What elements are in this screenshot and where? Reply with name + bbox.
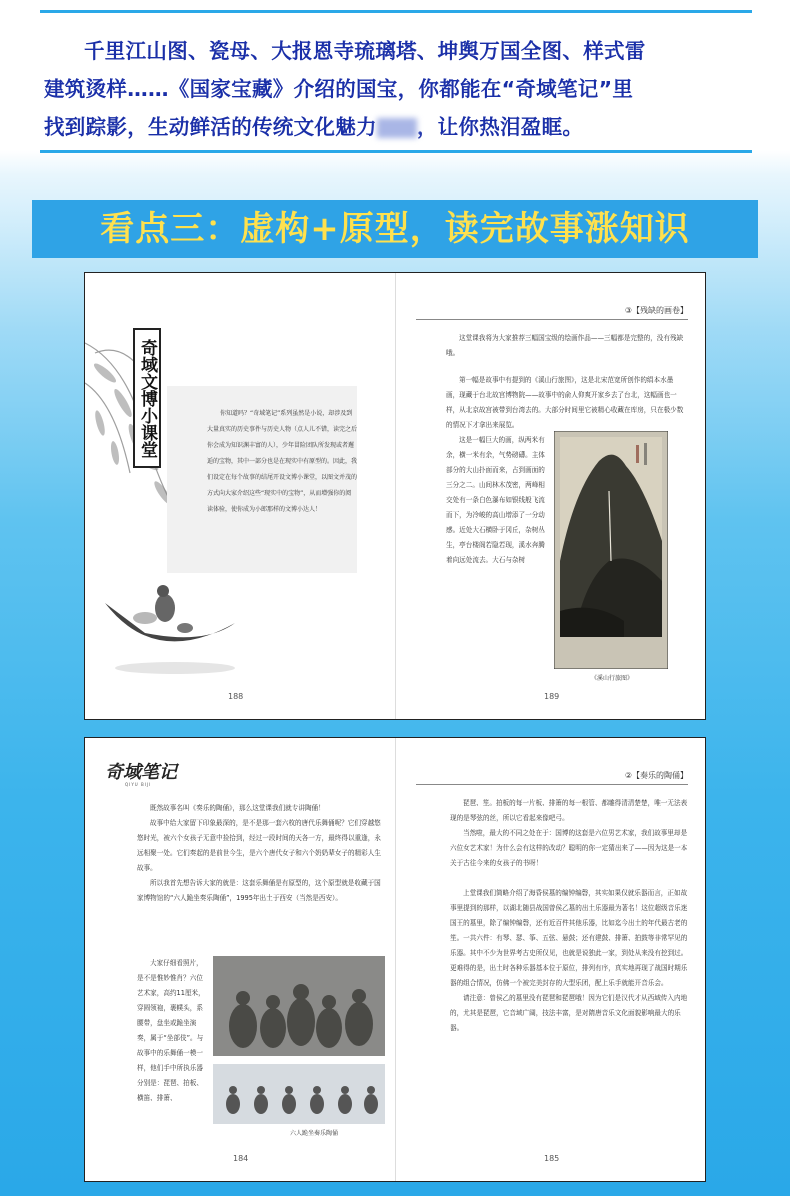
boat-illustration [105, 585, 235, 674]
spread2-left-page [85, 738, 395, 1181]
page-number: 189 [544, 692, 560, 701]
intro-line-3: 找到踪影，生动鲜活的传统文化魅力 [44, 115, 377, 139]
page-number: 184 [233, 1154, 249, 1163]
series-logo: 奇域笔记 [105, 762, 177, 783]
chapter-header: ③【残缺的画卷】 [624, 306, 688, 315]
book-spread-2 [84, 737, 706, 1182]
page-number: 188 [228, 692, 244, 701]
header-rule [416, 319, 688, 320]
lesson-intro-text: 你知道吗？“奇域笔记”系列虽然是小说，却涉及到大量真实的历史事件与历史人物（点人儿不错，读完之后你会成为知识渊丰富的人），少年冒险团队所发现或者邂逅的宝物，其中一部分也是在现实中有原型的。因此，我们设定在每个故事的结尾开设文博小课堂，以图文并茂的方式向大家介绍这些“现实中的宝物”，从而增强你的阅读体验，使你成为小郎那样的文博小达人！ [207, 410, 358, 513]
photo-caption: 六人跪坐奏乐陶俑 [290, 1130, 339, 1137]
intro-line-1: 千里江山图、瓷母、大报恩寺琉璃塔、坤舆万国全图、样式雷 [84, 39, 646, 63]
top-divider [40, 10, 752, 13]
body-text-2: 大家仔细看照片，是不是惟妙惟肖？六位艺术家，高约11厘米，穿圆领袍，裹幞头，系腰带，盘坐或跪坐演奏，属于“坐部伎”。与故事中的乐舞俑一模一样，他们手中所执乐器分别是：琵琶、拍板、横笛、排箫、 [137, 959, 205, 1102]
intro-text: 这堂课我将为大家推荐三幅国宝级的绘画作品——三幅都是完整的，没有残缺哦。 [446, 334, 684, 357]
blurred-text [377, 118, 417, 138]
intro-paragraph [44, 32, 750, 146]
body-text-2: 这是一幅巨大的画，纵两米有余，横一米有余，气势磅礴。主体部分的大山扑面而来，占到画面的三分之二。山间林木茂密，两峰相交处有一条白色瀑布如银线般飞流而下，为冷峻的高山增添了一分动感。近处大石横卧于冈丘，杂树丛生，亭台楼阁若隐若现，溪水奔腾着向远处流去。大石与杂树 [446, 436, 545, 564]
painting-caption: 《溪山行旅图》 [591, 675, 634, 682]
intro-line-2: 建筑烫样……《国家宝藏》介绍的国宝，你都能在“奇域笔记”里 [44, 77, 634, 101]
series-logo-subtitle: QIYU BIJI [125, 782, 152, 787]
lesson-vertical-title: 奇域文博小课堂 [133, 328, 161, 468]
intro-divider [40, 150, 752, 153]
spread1-left-page [85, 273, 395, 719]
header-rule [416, 784, 688, 785]
spread1-right-page [396, 273, 706, 719]
book-spread-1 [84, 272, 706, 720]
figurines-photo [213, 956, 385, 1136]
section-banner [32, 200, 758, 258]
page-number: 185 [544, 1154, 560, 1163]
body-text: 琵琶、笙。拍板的每一片板、排箫的每一根管、都雕得清清楚楚，唯一无法表现的是琴弦的丝，所以它看起来像吧弓。 当然啦，最大的不同之处在于：国博的这套是六位男艺术家，我们故事里却是六位女艺术家！为什么会有这样的改动？聪明的你一定猜出来了——因为这是一本关于古往今来的女孩子的书呀！ 上堂课我们简略介绍了海昏侯墓的编钟编磬，其实如果仅就乐器而言，正如故事里提到的那样，以湖北随县战国曾侯乙墓的出土乐器最为著名！这位超级音乐迷国王的墓里，除了编钟编磬，还有近百件其他乐器，比如迄今出土的年代最古老的笙。一共六件：有琴、瑟、筝、五弦、悬鼓；还有建鼓、排箫、拍鼓等非常罕见的乐器。其中不少为世界考古史所仅见，也就是说独此一家，到处从来没有挖到过。更难得的是，出土时各种乐器基本位于原位，排列有序，真实地再现了战国时期乐器的组合情况，仿佛一个被完美封存的大型乐团，配上乐手就能开音乐会。 请注意：曾侯乙的墓里没有琵琶和琵琶哦！因为它们是汉代才从西域传入内地的，尤其是琵琶，它音域广阔，技法丰富，是对隋唐音乐文化面貌影响最大的乐器。 [450, 799, 688, 1032]
chapter-header: ②【奏乐的陶俑】 [624, 771, 688, 780]
body-text-1: 第一幅是故事中有提到的《溪山行旅图》，这是北宋范宽所创作的绢本水墨画，现藏于台北故宫博物院——故事中的俞人仰爽开家乡去了台北，这幅画也一样，从北京故宫被带到台湾去的。大部分时间里它被精心收藏在库房，只在极少数的情况下才拿出来展览。 [446, 376, 684, 429]
spread2-right-page [396, 738, 706, 1181]
banner-title: 看点三：虚构+原型，读完故事涨知识 [100, 209, 690, 249]
landscape-painting [554, 431, 668, 669]
intro-line-3-end: ，让你热泪盈眶。 [416, 115, 584, 139]
body-text-1: 既然故事名叫《奏乐的陶俑》，那么这堂课我们就专讲陶俑！ 故事中给大家留下印象最深的，是不是那一套六枚的唐代乐舞俑呢？它们穿越悠悠时光，被六个女孩子无意中捡拾到，经过一段时间的天各一方，最终得以重逢，永远相聚一处。它们奏起的是前世今生，是六个唐代女子和六个奶奶辈女子的精彩人生故事。 所以我首先想告诉大家的就是：这套乐舞俑是有原型的，这个原型就是收藏于国家博物馆的“六人跪坐奏乐陶俑”，1995年出土于西安（当然是西安）。 [137, 804, 381, 902]
